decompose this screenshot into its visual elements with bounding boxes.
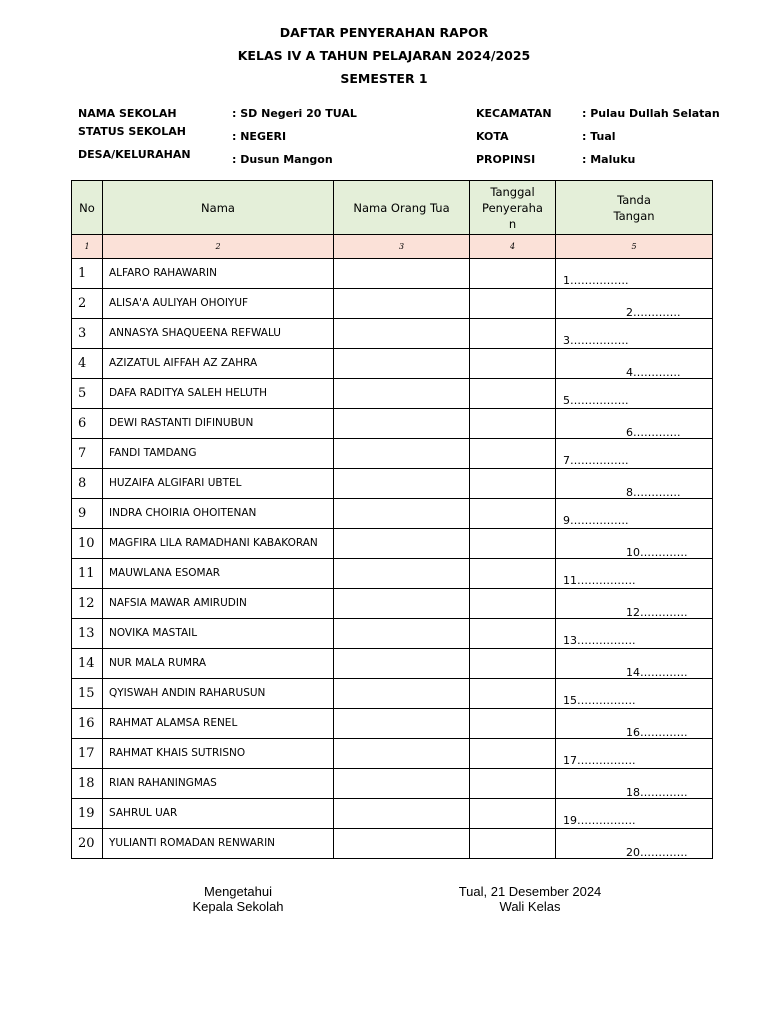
signature-line: 17…………….	[563, 754, 636, 767]
signature-line: 18………….	[626, 786, 688, 799]
signature-line: 16………….	[626, 726, 688, 739]
row-number: 12	[72, 589, 103, 619]
header-tanggal-line: Tanggal	[490, 184, 535, 199]
table-row	[72, 319, 713, 349]
parent-name-cell[interactable]	[334, 829, 470, 859]
row-number: 9	[72, 499, 103, 529]
row-number: 3	[72, 319, 103, 349]
kecamatan-value: : Pulau Dullah Selatan	[582, 107, 720, 120]
parent-name-cell[interactable]	[334, 709, 470, 739]
table-row	[72, 499, 713, 529]
table-row	[72, 649, 713, 679]
student-name: NAFSIA MAWAR AMIRUDIN	[103, 589, 334, 619]
parent-name-cell[interactable]	[334, 469, 470, 499]
row-number: 15	[72, 679, 103, 709]
student-name: RAHMAT KHAIS SUTRISNO	[103, 739, 334, 769]
handover-date-cell[interactable]	[470, 679, 556, 709]
signature-cell[interactable]	[556, 259, 713, 289]
table-row	[72, 559, 713, 589]
table-header-row	[72, 181, 713, 235]
signature-cell[interactable]	[556, 559, 713, 589]
parent-name-cell[interactable]	[334, 379, 470, 409]
teacher-signature-block	[430, 884, 630, 914]
signature-cell[interactable]	[556, 349, 713, 379]
row-number: 2	[72, 289, 103, 319]
signature-line: 4………….	[626, 366, 681, 379]
kota-value: : Tual	[582, 130, 616, 143]
handover-date-cell[interactable]	[470, 289, 556, 319]
header-no: No	[72, 181, 103, 235]
parent-name-cell[interactable]	[334, 349, 470, 379]
student-name: SAHRUL UAR	[103, 799, 334, 829]
table-row	[72, 799, 713, 829]
signature-line: 6………….	[626, 426, 681, 439]
signature-line: 13…………….	[563, 634, 636, 647]
student-name: ALISA'A AULIYAH OHOIYUF	[103, 289, 334, 319]
table-row	[72, 619, 713, 649]
student-name: ANNASYA SHAQUEENA REFWALU	[103, 319, 334, 349]
handover-date-cell[interactable]	[470, 319, 556, 349]
desa-value: : Dusun Mangon	[232, 153, 333, 166]
table-row	[72, 739, 713, 769]
parent-name-cell[interactable]	[334, 529, 470, 559]
table-row	[72, 679, 713, 709]
column-index: 4	[470, 235, 556, 259]
semester-title: SEMESTER 1	[340, 71, 428, 86]
signature-cell[interactable]	[556, 709, 713, 739]
signature-cell[interactable]	[556, 529, 713, 559]
kota-label: KOTA	[476, 130, 509, 143]
signature-line: 10………….	[626, 546, 688, 559]
class-year-title: KELAS IV A TAHUN PELAJARAN 2024/2025	[237, 48, 531, 63]
row-number: 8	[72, 469, 103, 499]
student-name: FANDI TAMDANG	[103, 439, 334, 469]
parent-name-cell[interactable]	[334, 739, 470, 769]
handover-date-cell[interactable]	[470, 259, 556, 289]
table-row	[72, 829, 713, 859]
row-number: 11	[72, 559, 103, 589]
signature-line: 14………….	[626, 666, 688, 679]
parent-name-cell[interactable]	[334, 559, 470, 589]
signature-line: 15…………….	[563, 694, 636, 707]
student-name: RIAN RAHANINGMAS	[103, 769, 334, 799]
row-number: 16	[72, 709, 103, 739]
parent-name-cell[interactable]	[334, 289, 470, 319]
student-name: AZIZATUL AIFFAH AZ ZAHRA	[103, 349, 334, 379]
principal-signature-block	[158, 884, 318, 914]
column-index: 3	[334, 235, 470, 259]
handover-date-cell[interactable]	[470, 349, 556, 379]
student-name: QYISWAH ANDIN RAHARUSUN	[103, 679, 334, 709]
student-name: DEWI RASTANTI DIFINUBUN	[103, 409, 334, 439]
header-tanda-line: Tangan	[613, 208, 655, 223]
student-name: MAGFIRA LILA RAMADHANI KABAKORAN	[103, 529, 334, 559]
handover-date-cell[interactable]	[470, 799, 556, 829]
row-number: 19	[72, 799, 103, 829]
signature-cell[interactable]	[556, 649, 713, 679]
handover-date-cell[interactable]	[470, 379, 556, 409]
report-handover-table	[71, 180, 713, 859]
handover-date-cell[interactable]	[470, 559, 556, 589]
principal-label: Kepala Sekolah	[192, 899, 284, 914]
signature-cell[interactable]	[556, 829, 713, 859]
table-row	[72, 529, 713, 559]
table-row	[72, 589, 713, 619]
header-tanggal-penyerahan	[470, 181, 556, 235]
table-row	[72, 439, 713, 469]
row-number: 4	[72, 349, 103, 379]
handover-date-cell[interactable]	[470, 469, 556, 499]
student-name: HUZAIFA ALGIFARI UBTEL	[103, 469, 334, 499]
header-tanda-line: Tanda	[617, 192, 651, 207]
signature-line: 5…………….	[563, 394, 629, 407]
parent-name-cell[interactable]	[334, 769, 470, 799]
handover-date-cell[interactable]	[470, 709, 556, 739]
signature-line: 2………….	[626, 306, 681, 319]
nama-sekolah-label: NAMA SEKOLAH	[78, 107, 177, 120]
table-row	[72, 469, 713, 499]
acknowledged-label: Mengetahui	[204, 884, 272, 899]
parent-name-cell[interactable]	[334, 409, 470, 439]
parent-name-cell[interactable]	[334, 499, 470, 529]
row-number: 20	[72, 829, 103, 859]
status-sekolah-value: : NEGERI	[232, 130, 287, 143]
handover-date-cell[interactable]	[470, 409, 556, 439]
table-row	[72, 349, 713, 379]
parent-name-cell[interactable]	[334, 649, 470, 679]
row-number: 7	[72, 439, 103, 469]
parent-name-cell[interactable]	[334, 619, 470, 649]
signature-line: 8………….	[626, 486, 681, 499]
signature-cell[interactable]	[556, 409, 713, 439]
signature-cell[interactable]	[556, 289, 713, 319]
student-name: INDRA CHOIRIA OHOITENAN	[103, 499, 334, 529]
nama-sekolah-value: : SD Negeri 20 TUAL	[232, 107, 357, 120]
propinsi-label: PROPINSI	[476, 153, 536, 166]
student-name: NOVIKA MASTAIL	[103, 619, 334, 649]
parent-name-cell[interactable]	[334, 319, 470, 349]
signature-line: 7…………….	[563, 454, 629, 467]
signature-line: 19…………….	[563, 814, 636, 827]
student-name: NUR MALA RUMRA	[103, 649, 334, 679]
row-number: 18	[72, 769, 103, 799]
signature-cell[interactable]	[556, 739, 713, 769]
student-name: MAUWLANA ESOMAR	[103, 559, 334, 589]
student-name: YULIANTI ROMADAN RENWARIN	[103, 829, 334, 859]
propinsi-value: : Maluku	[582, 153, 636, 166]
student-name: ALFARO RAHAWARIN	[103, 259, 334, 289]
kecamatan-label: KECAMATAN	[476, 107, 552, 120]
column-index: 1	[72, 235, 103, 259]
handover-date-cell[interactable]	[470, 589, 556, 619]
column-index-row	[72, 235, 713, 259]
signature-cell[interactable]	[556, 799, 713, 829]
handover-date-cell[interactable]	[470, 619, 556, 649]
header-tanda-tangan	[556, 181, 713, 235]
row-number: 13	[72, 619, 103, 649]
place-date: Tual, 21 Desember 2024	[458, 884, 602, 899]
homeroom-teacher-label: Wali Kelas	[499, 899, 561, 914]
signature-cell[interactable]	[556, 319, 713, 349]
signature-line: 1…………….	[563, 274, 629, 287]
column-index: 5	[556, 235, 713, 259]
header-nama: Nama	[103, 181, 334, 235]
handover-date-cell[interactable]	[470, 499, 556, 529]
table-row	[72, 379, 713, 409]
row-number: 1	[72, 259, 103, 289]
signature-cell[interactable]	[556, 589, 713, 619]
signature-cell[interactable]	[556, 379, 713, 409]
signature-line: 3…………….	[563, 334, 629, 347]
row-number: 14	[72, 649, 103, 679]
header-nama-orang-tua: Nama Orang Tua	[334, 181, 470, 235]
signature-line: 12………….	[626, 606, 688, 619]
student-name: RAHMAT ALAMSA RENEL	[103, 709, 334, 739]
table-row	[72, 289, 713, 319]
desa-label: DESA/KELURAHAN	[78, 148, 191, 161]
student-name: DAFA RADITYA SALEH HELUTH	[103, 379, 334, 409]
handover-date-cell[interactable]	[470, 529, 556, 559]
handover-date-cell[interactable]	[470, 439, 556, 469]
header-tanggal-line: n	[508, 216, 517, 231]
signature-cell[interactable]	[556, 439, 713, 469]
parent-name-cell[interactable]	[334, 259, 470, 289]
parent-name-cell[interactable]	[334, 799, 470, 829]
row-number: 5	[72, 379, 103, 409]
table-row	[72, 769, 713, 799]
column-index: 2	[103, 235, 334, 259]
signature-cell[interactable]	[556, 499, 713, 529]
table-row	[72, 259, 713, 289]
status-sekolah-label: STATUS SEKOLAH	[78, 125, 186, 138]
signature-cell[interactable]	[556, 769, 713, 799]
signature-cell[interactable]	[556, 619, 713, 649]
handover-date-cell[interactable]	[470, 649, 556, 679]
signature-cell[interactable]	[556, 469, 713, 499]
signature-line: 20………….	[626, 846, 688, 859]
row-number: 6	[72, 409, 103, 439]
table-row	[72, 709, 713, 739]
table-row	[72, 409, 713, 439]
signature-line: 9…………….	[563, 514, 629, 527]
parent-name-cell[interactable]	[334, 589, 470, 619]
parent-name-cell[interactable]	[334, 679, 470, 709]
handover-date-cell[interactable]	[470, 829, 556, 859]
row-number: 17	[72, 739, 103, 769]
row-number: 10	[72, 529, 103, 559]
handover-date-cell[interactable]	[470, 739, 556, 769]
signature-line: 11…………….	[563, 574, 636, 587]
parent-name-cell[interactable]	[334, 439, 470, 469]
header-tanggal-line: Penyerahа	[482, 200, 543, 215]
document-title: DAFTAR PENYERAHAN RAPOR	[279, 25, 489, 40]
handover-date-cell[interactable]	[470, 769, 556, 799]
signature-cell[interactable]	[556, 679, 713, 709]
